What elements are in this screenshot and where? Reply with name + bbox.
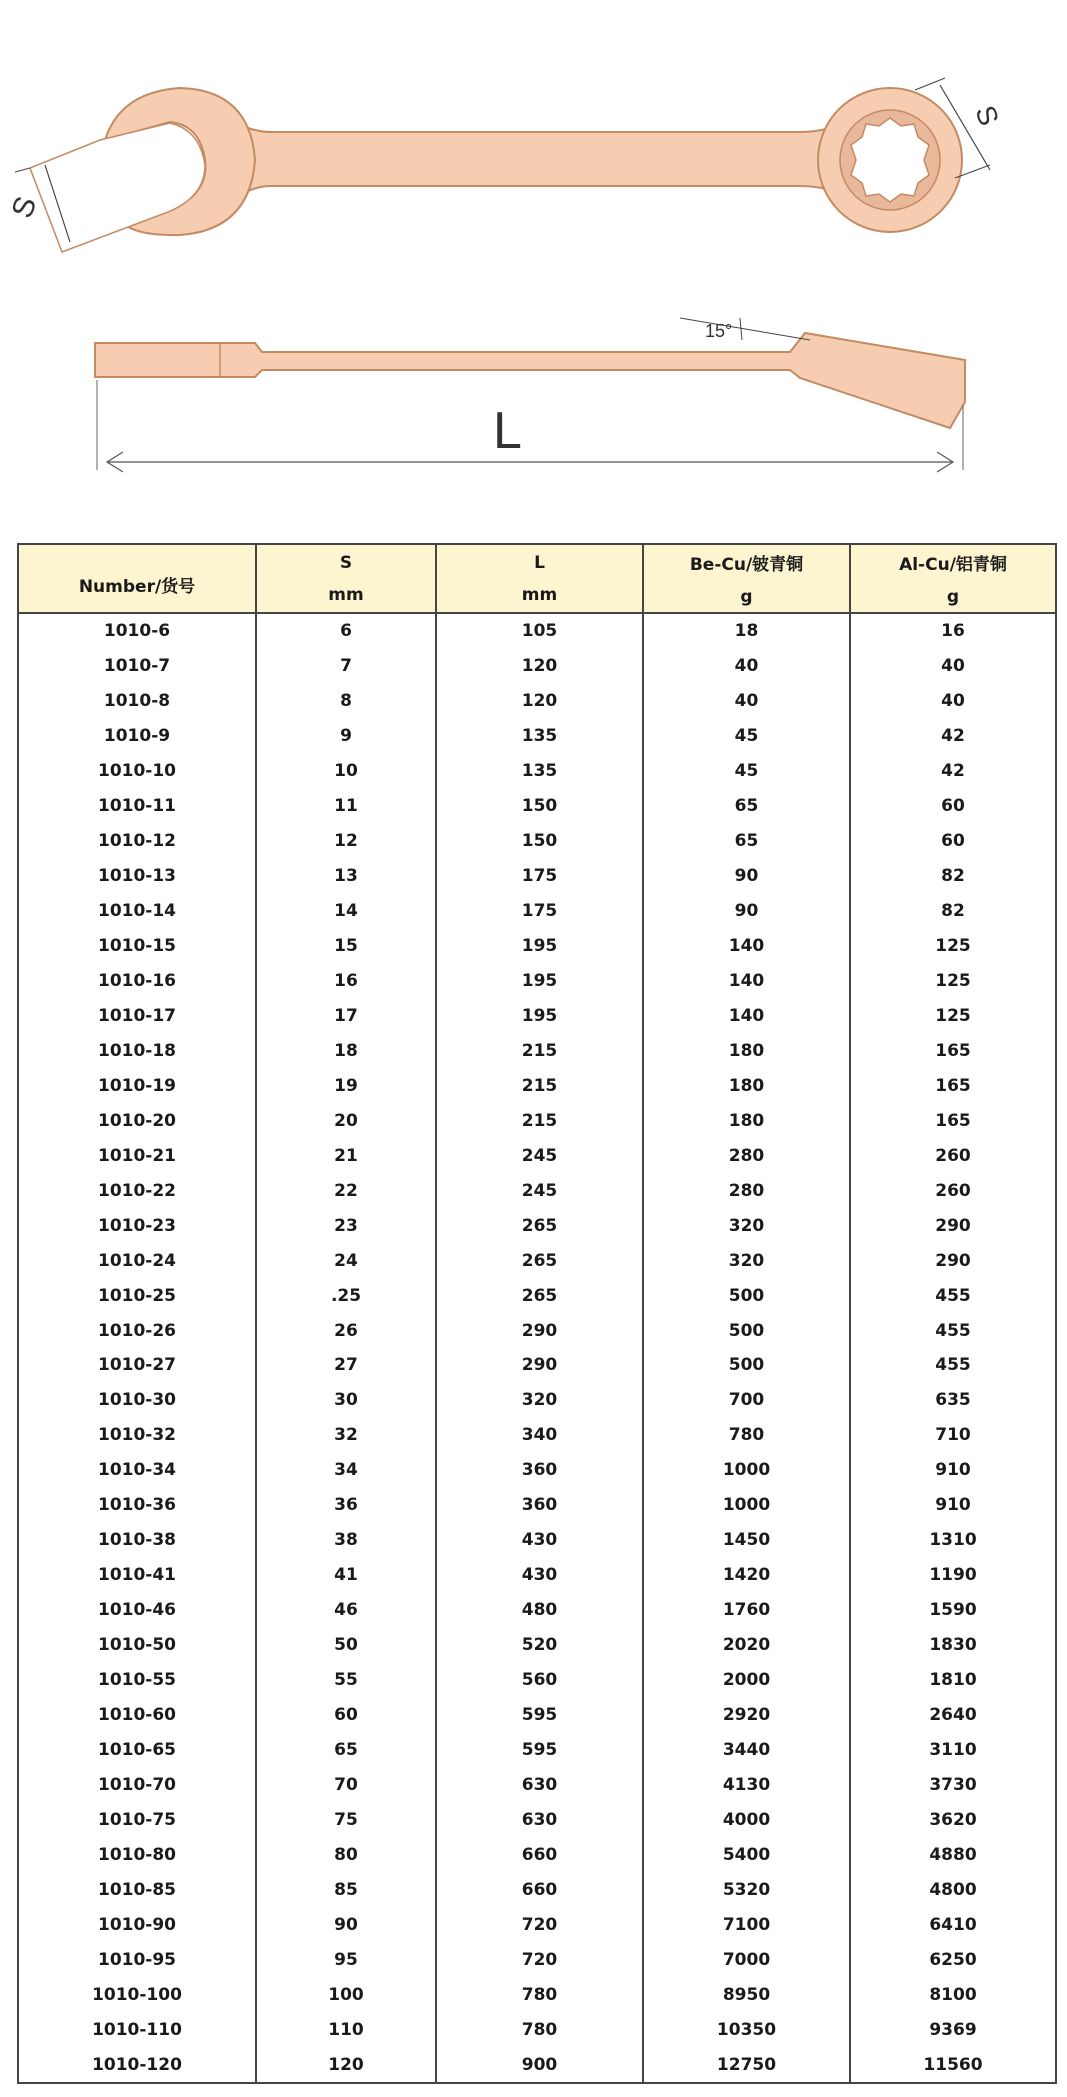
- cell-s-mm: 80: [256, 1837, 436, 1872]
- header-number-line2: Number/货号: [78, 577, 196, 597]
- table-row: [18, 1558, 1056, 1593]
- cell-be-cu-g: 45: [643, 754, 850, 789]
- cell-s-mm: 46: [256, 1593, 436, 1628]
- cell-s-mm: 19: [256, 1068, 436, 1103]
- cell-be-cu-g: 8950: [643, 1977, 850, 2012]
- cell-al-cu-g: 910: [850, 1453, 1056, 1488]
- cell-number: 1010-95: [18, 1942, 256, 1977]
- cell-be-cu-g: 7100: [643, 1907, 850, 1942]
- cell-l-mm: 340: [436, 1418, 643, 1453]
- cell-al-cu-g: 82: [850, 894, 1056, 929]
- header-al-cu-line2: g: [946, 587, 960, 607]
- cell-al-cu-g: 290: [850, 1208, 1056, 1243]
- cell-s-mm: 41: [256, 1558, 436, 1593]
- header-l-line1: L: [534, 552, 545, 573]
- cell-number: 1010-55: [18, 1663, 256, 1698]
- header-be-cu: [643, 544, 850, 613]
- cell-number: 1010-20: [18, 1103, 256, 1138]
- cell-l-mm: 660: [436, 1837, 643, 1872]
- table-row: [18, 1872, 1056, 1907]
- table-row: [18, 1138, 1056, 1173]
- cell-l-mm: 360: [436, 1453, 643, 1488]
- table-row: [18, 1068, 1056, 1103]
- cell-al-cu-g: 82: [850, 859, 1056, 894]
- cell-number: 1010-38: [18, 1523, 256, 1558]
- cell-be-cu-g: 4130: [643, 1767, 850, 1802]
- cell-be-cu-g: 3440: [643, 1733, 850, 1768]
- cell-s-mm: 11: [256, 789, 436, 824]
- cell-number: 1010-22: [18, 1173, 256, 1208]
- cell-be-cu-g: 7000: [643, 1942, 850, 1977]
- header-s-line1: S: [339, 552, 353, 573]
- cell-l-mm: 195: [436, 929, 643, 964]
- table-row: [18, 1033, 1056, 1068]
- cell-number: 1010-100: [18, 1977, 256, 2012]
- table-row: [18, 1173, 1056, 1208]
- cell-be-cu-g: 180: [643, 1068, 850, 1103]
- cell-l-mm: 175: [436, 894, 643, 929]
- header-s-line2: mm: [328, 584, 364, 605]
- header-l: [436, 544, 643, 613]
- table-body: [18, 613, 1056, 2083]
- cell-s-mm: 95: [256, 1942, 436, 1977]
- cell-number: 1010-11: [18, 789, 256, 824]
- cell-l-mm: 660: [436, 1872, 643, 1907]
- cell-al-cu-g: 165: [850, 1033, 1056, 1068]
- table-row: [18, 1418, 1056, 1453]
- table-row: [18, 1942, 1056, 1977]
- cell-number: 1010-8: [18, 684, 256, 719]
- cell-al-cu-g: 42: [850, 719, 1056, 754]
- cell-l-mm: 105: [436, 613, 643, 649]
- cell-s-mm: 110: [256, 2012, 436, 2047]
- wrench-drawing: [0, 0, 1067, 520]
- cell-s-mm: 24: [256, 1243, 436, 1278]
- cell-number: 1010-46: [18, 1593, 256, 1628]
- cell-number: 1010-90: [18, 1907, 256, 1942]
- cell-s-mm: 27: [256, 1348, 436, 1383]
- cell-al-cu-g: 40: [850, 649, 1056, 684]
- cell-number: 1010-34: [18, 1453, 256, 1488]
- cell-number: 1010-41: [18, 1558, 256, 1593]
- cell-number: 1010-17: [18, 998, 256, 1033]
- cell-number: 1010-65: [18, 1733, 256, 1768]
- cell-number: 1010-26: [18, 1313, 256, 1348]
- cell-s-mm: 22: [256, 1173, 436, 1208]
- cell-al-cu-g: 9369: [850, 2012, 1056, 2047]
- cell-be-cu-g: 500: [643, 1348, 850, 1383]
- angle-15-label: 15°: [705, 321, 733, 341]
- cell-number: 1010-85: [18, 1872, 256, 1907]
- cell-l-mm: 430: [436, 1523, 643, 1558]
- cell-al-cu-g: 4880: [850, 1837, 1056, 1872]
- table-row: [18, 1523, 1056, 1558]
- cell-number: 1010-30: [18, 1383, 256, 1418]
- cell-l-mm: 195: [436, 998, 643, 1033]
- cell-s-mm: 30: [256, 1383, 436, 1418]
- cell-al-cu-g: 290: [850, 1243, 1056, 1278]
- cell-l-mm: 720: [436, 1907, 643, 1942]
- cell-number: 1010-50: [18, 1628, 256, 1663]
- cell-be-cu-g: 65: [643, 824, 850, 859]
- table-row: [18, 1698, 1056, 1733]
- cell-number: 1010-7: [18, 649, 256, 684]
- table-row: [18, 754, 1056, 789]
- cell-al-cu-g: 455: [850, 1278, 1056, 1313]
- cell-al-cu-g: 165: [850, 1103, 1056, 1138]
- cell-be-cu-g: 5400: [643, 1837, 850, 1872]
- cell-l-mm: 290: [436, 1313, 643, 1348]
- cell-be-cu-g: 140: [643, 964, 850, 999]
- cell-be-cu-g: 320: [643, 1208, 850, 1243]
- combination-wrench-diagram: [0, 0, 1067, 520]
- table-row: [18, 1103, 1056, 1138]
- table-row: [18, 1907, 1056, 1942]
- cell-s-mm: 60: [256, 1698, 436, 1733]
- table-row: [18, 2047, 1056, 2083]
- cell-l-mm: 430: [436, 1558, 643, 1593]
- cell-be-cu-g: 500: [643, 1278, 850, 1313]
- cell-be-cu-g: 700: [643, 1383, 850, 1418]
- header-al-cu-line1: Al-Cu/铝青铜: [899, 555, 1007, 575]
- cell-al-cu-g: 2640: [850, 1698, 1056, 1733]
- cell-l-mm: 360: [436, 1488, 643, 1523]
- cell-s-mm: 13: [256, 859, 436, 894]
- cell-al-cu-g: 3110: [850, 1733, 1056, 1768]
- cell-number: 1010-24: [18, 1243, 256, 1278]
- table-row: [18, 1383, 1056, 1418]
- cell-al-cu-g: 260: [850, 1138, 1056, 1173]
- table-row: [18, 1663, 1056, 1698]
- cell-al-cu-g: 455: [850, 1348, 1056, 1383]
- cell-number: 1010-13: [18, 859, 256, 894]
- cell-be-cu-g: 280: [643, 1138, 850, 1173]
- table-row: [18, 929, 1056, 964]
- cell-al-cu-g: 40: [850, 684, 1056, 719]
- cell-be-cu-g: 2000: [643, 1663, 850, 1698]
- cell-s-mm: 9: [256, 719, 436, 754]
- header-l-line2: mm: [521, 584, 558, 605]
- cell-be-cu-g: 1760: [643, 1593, 850, 1628]
- spec-table: [17, 543, 1057, 2084]
- header-s: [256, 544, 436, 613]
- cell-al-cu-g: 125: [850, 998, 1056, 1033]
- cell-al-cu-g: 455: [850, 1313, 1056, 1348]
- table-row: [18, 1977, 1056, 2012]
- table-row: [18, 964, 1056, 999]
- cell-l-mm: 245: [436, 1173, 643, 1208]
- cell-number: 1010-80: [18, 1837, 256, 1872]
- cell-l-mm: 520: [436, 1628, 643, 1663]
- table-row: [18, 1837, 1056, 1872]
- cell-al-cu-g: 165: [850, 1068, 1056, 1103]
- cell-s-mm: 120: [256, 2047, 436, 2083]
- cell-l-mm: 780: [436, 2012, 643, 2047]
- cell-be-cu-g: 12750: [643, 2047, 850, 2083]
- cell-s-mm: 70: [256, 1767, 436, 1802]
- cell-be-cu-g: 320: [643, 1243, 850, 1278]
- cell-l-mm: 175: [436, 859, 643, 894]
- cell-al-cu-g: 16: [850, 613, 1056, 649]
- cell-al-cu-g: 60: [850, 789, 1056, 824]
- cell-s-mm: 20: [256, 1103, 436, 1138]
- cell-al-cu-g: 260: [850, 1173, 1056, 1208]
- cell-l-mm: 150: [436, 824, 643, 859]
- cell-number: 1010-70: [18, 1767, 256, 1802]
- cell-al-cu-g: 42: [850, 754, 1056, 789]
- table-row: [18, 1628, 1056, 1663]
- cell-be-cu-g: 280: [643, 1173, 850, 1208]
- cell-l-mm: 595: [436, 1698, 643, 1733]
- cell-be-cu-g: 2020: [643, 1628, 850, 1663]
- cell-be-cu-g: 40: [643, 649, 850, 684]
- cell-number: 1010-19: [18, 1068, 256, 1103]
- table-row: [18, 859, 1056, 894]
- wrench-handle-top: [220, 115, 850, 205]
- cell-be-cu-g: 18: [643, 613, 850, 649]
- table-row: [18, 649, 1056, 684]
- table-row: [18, 613, 1056, 649]
- cell-s-mm: 16: [256, 964, 436, 999]
- length-l-label: L: [493, 402, 522, 460]
- cell-al-cu-g: 635: [850, 1383, 1056, 1418]
- cell-l-mm: 135: [436, 754, 643, 789]
- cell-l-mm: 290: [436, 1348, 643, 1383]
- table-row: [18, 824, 1056, 859]
- header-al-cu: [850, 544, 1056, 613]
- cell-s-mm: 34: [256, 1453, 436, 1488]
- cell-al-cu-g: 710: [850, 1418, 1056, 1453]
- ring-end-s-label: S: [969, 101, 1005, 130]
- table-row: [18, 684, 1056, 719]
- table-row: [18, 1243, 1056, 1278]
- cell-be-cu-g: 500: [643, 1313, 850, 1348]
- cell-l-mm: 265: [436, 1208, 643, 1243]
- table-row: [18, 1348, 1056, 1383]
- cell-number: 1010-9: [18, 719, 256, 754]
- cell-be-cu-g: 65: [643, 789, 850, 824]
- cell-number: 1010-36: [18, 1488, 256, 1523]
- cell-number: 1010-21: [18, 1138, 256, 1173]
- cell-l-mm: 135: [436, 719, 643, 754]
- cell-s-mm: 38: [256, 1523, 436, 1558]
- cell-al-cu-g: 1830: [850, 1628, 1056, 1663]
- cell-al-cu-g: 1810: [850, 1663, 1056, 1698]
- table-row: [18, 1278, 1056, 1313]
- cell-s-mm: 8: [256, 684, 436, 719]
- cell-number: 1010-23: [18, 1208, 256, 1243]
- cell-al-cu-g: 3730: [850, 1767, 1056, 1802]
- cell-be-cu-g: 140: [643, 998, 850, 1033]
- cell-be-cu-g: 180: [643, 1033, 850, 1068]
- table-row: [18, 1453, 1056, 1488]
- cell-al-cu-g: 8100: [850, 1977, 1056, 2012]
- cell-be-cu-g: 1000: [643, 1453, 850, 1488]
- cell-l-mm: 265: [436, 1243, 643, 1278]
- cell-al-cu-g: 1310: [850, 1523, 1056, 1558]
- cell-s-mm: 85: [256, 1872, 436, 1907]
- cell-number: 1010-27: [18, 1348, 256, 1383]
- table-row: [18, 1767, 1056, 1802]
- cell-number: 1010-75: [18, 1802, 256, 1837]
- cell-l-mm: 215: [436, 1068, 643, 1103]
- cell-l-mm: 120: [436, 684, 643, 719]
- cell-number: 1010-12: [18, 824, 256, 859]
- header-be-cu-line2: g: [740, 587, 753, 607]
- cell-s-mm: 55: [256, 1663, 436, 1698]
- cell-l-mm: 595: [436, 1733, 643, 1768]
- cell-number: 1010-32: [18, 1418, 256, 1453]
- cell-number: 1010-110: [18, 2012, 256, 2047]
- cell-be-cu-g: 45: [643, 719, 850, 754]
- cell-be-cu-g: 180: [643, 1103, 850, 1138]
- cell-l-mm: 120: [436, 649, 643, 684]
- cell-al-cu-g: 125: [850, 929, 1056, 964]
- table-row: [18, 1313, 1056, 1348]
- cell-al-cu-g: 910: [850, 1488, 1056, 1523]
- cell-s-mm: 26: [256, 1313, 436, 1348]
- cell-al-cu-g: 3620: [850, 1802, 1056, 1837]
- cell-be-cu-g: 1420: [643, 1558, 850, 1593]
- cell-number: 1010-15: [18, 929, 256, 964]
- cell-s-mm: 6: [256, 613, 436, 649]
- cell-s-mm: 15: [256, 929, 436, 964]
- table-row: [18, 2012, 1056, 2047]
- table-row: [18, 894, 1056, 929]
- cell-s-mm: 65: [256, 1733, 436, 1768]
- cell-be-cu-g: 140: [643, 929, 850, 964]
- cell-s-mm: 14: [256, 894, 436, 929]
- cell-number: 1010-60: [18, 1698, 256, 1733]
- cell-l-mm: 900: [436, 2047, 643, 2083]
- cell-s-mm: 12: [256, 824, 436, 859]
- cell-l-mm: 150: [436, 789, 643, 824]
- cell-be-cu-g: 10350: [643, 2012, 850, 2047]
- cell-s-mm: .25: [256, 1278, 436, 1313]
- cell-al-cu-g: 125: [850, 964, 1056, 999]
- cell-number: 1010-6: [18, 613, 256, 649]
- table-row: [18, 719, 1056, 754]
- cell-s-mm: 75: [256, 1802, 436, 1837]
- wrench-side-profile: [95, 333, 965, 428]
- cell-l-mm: 215: [436, 1033, 643, 1068]
- cell-s-mm: 90: [256, 1907, 436, 1942]
- table-row: [18, 1733, 1056, 1768]
- table-row: [18, 789, 1056, 824]
- table-header-row: [18, 544, 1056, 613]
- cell-number: 1010-16: [18, 964, 256, 999]
- cell-s-mm: 18: [256, 1033, 436, 1068]
- cell-be-cu-g: 5320: [643, 1872, 850, 1907]
- cell-be-cu-g: 90: [643, 894, 850, 929]
- cell-l-mm: 195: [436, 964, 643, 999]
- cell-number: 1010-18: [18, 1033, 256, 1068]
- cell-s-mm: 100: [256, 1977, 436, 2012]
- cell-s-mm: 36: [256, 1488, 436, 1523]
- cell-s-mm: 21: [256, 1138, 436, 1173]
- spec-table-container: [17, 543, 1055, 2084]
- cell-l-mm: 630: [436, 1767, 643, 1802]
- cell-number: 1010-10: [18, 754, 256, 789]
- cell-s-mm: 50: [256, 1628, 436, 1663]
- table-row: [18, 1802, 1056, 1837]
- cell-be-cu-g: 2920: [643, 1698, 850, 1733]
- cell-l-mm: 245: [436, 1138, 643, 1173]
- cell-al-cu-g: 11560: [850, 2047, 1056, 2083]
- cell-be-cu-g: 1450: [643, 1523, 850, 1558]
- cell-al-cu-g: 6410: [850, 1907, 1056, 1942]
- table-row: [18, 1593, 1056, 1628]
- cell-s-mm: 23: [256, 1208, 436, 1243]
- cell-l-mm: 480: [436, 1593, 643, 1628]
- cell-s-mm: 17: [256, 998, 436, 1033]
- cell-be-cu-g: 90: [643, 859, 850, 894]
- cell-number: 1010-25: [18, 1278, 256, 1313]
- cell-be-cu-g: 40: [643, 684, 850, 719]
- header-be-cu-line1: Be-Cu/铍青铜: [689, 555, 804, 575]
- cell-l-mm: 630: [436, 1802, 643, 1837]
- table-row: [18, 1208, 1056, 1243]
- cell-l-mm: 215: [436, 1103, 643, 1138]
- cell-number: 1010-14: [18, 894, 256, 929]
- cell-al-cu-g: 1190: [850, 1558, 1056, 1593]
- cell-l-mm: 780: [436, 1977, 643, 2012]
- table-row: [18, 1488, 1056, 1523]
- cell-be-cu-g: 1000: [643, 1488, 850, 1523]
- cell-al-cu-g: 6250: [850, 1942, 1056, 1977]
- cell-l-mm: 320: [436, 1383, 643, 1418]
- cell-al-cu-g: 4800: [850, 1872, 1056, 1907]
- cell-al-cu-g: 60: [850, 824, 1056, 859]
- table-row: [18, 998, 1056, 1033]
- cell-l-mm: 560: [436, 1663, 643, 1698]
- cell-be-cu-g: 780: [643, 1418, 850, 1453]
- cell-s-mm: 32: [256, 1418, 436, 1453]
- cell-l-mm: 265: [436, 1278, 643, 1313]
- header-number: [18, 544, 256, 613]
- cell-s-mm: 10: [256, 754, 436, 789]
- open-end-s-label: S: [5, 192, 44, 223]
- cell-number: 1010-120: [18, 2047, 256, 2083]
- cell-be-cu-g: 4000: [643, 1802, 850, 1837]
- cell-l-mm: 720: [436, 1942, 643, 1977]
- cell-al-cu-g: 1590: [850, 1593, 1056, 1628]
- cell-s-mm: 7: [256, 649, 436, 684]
